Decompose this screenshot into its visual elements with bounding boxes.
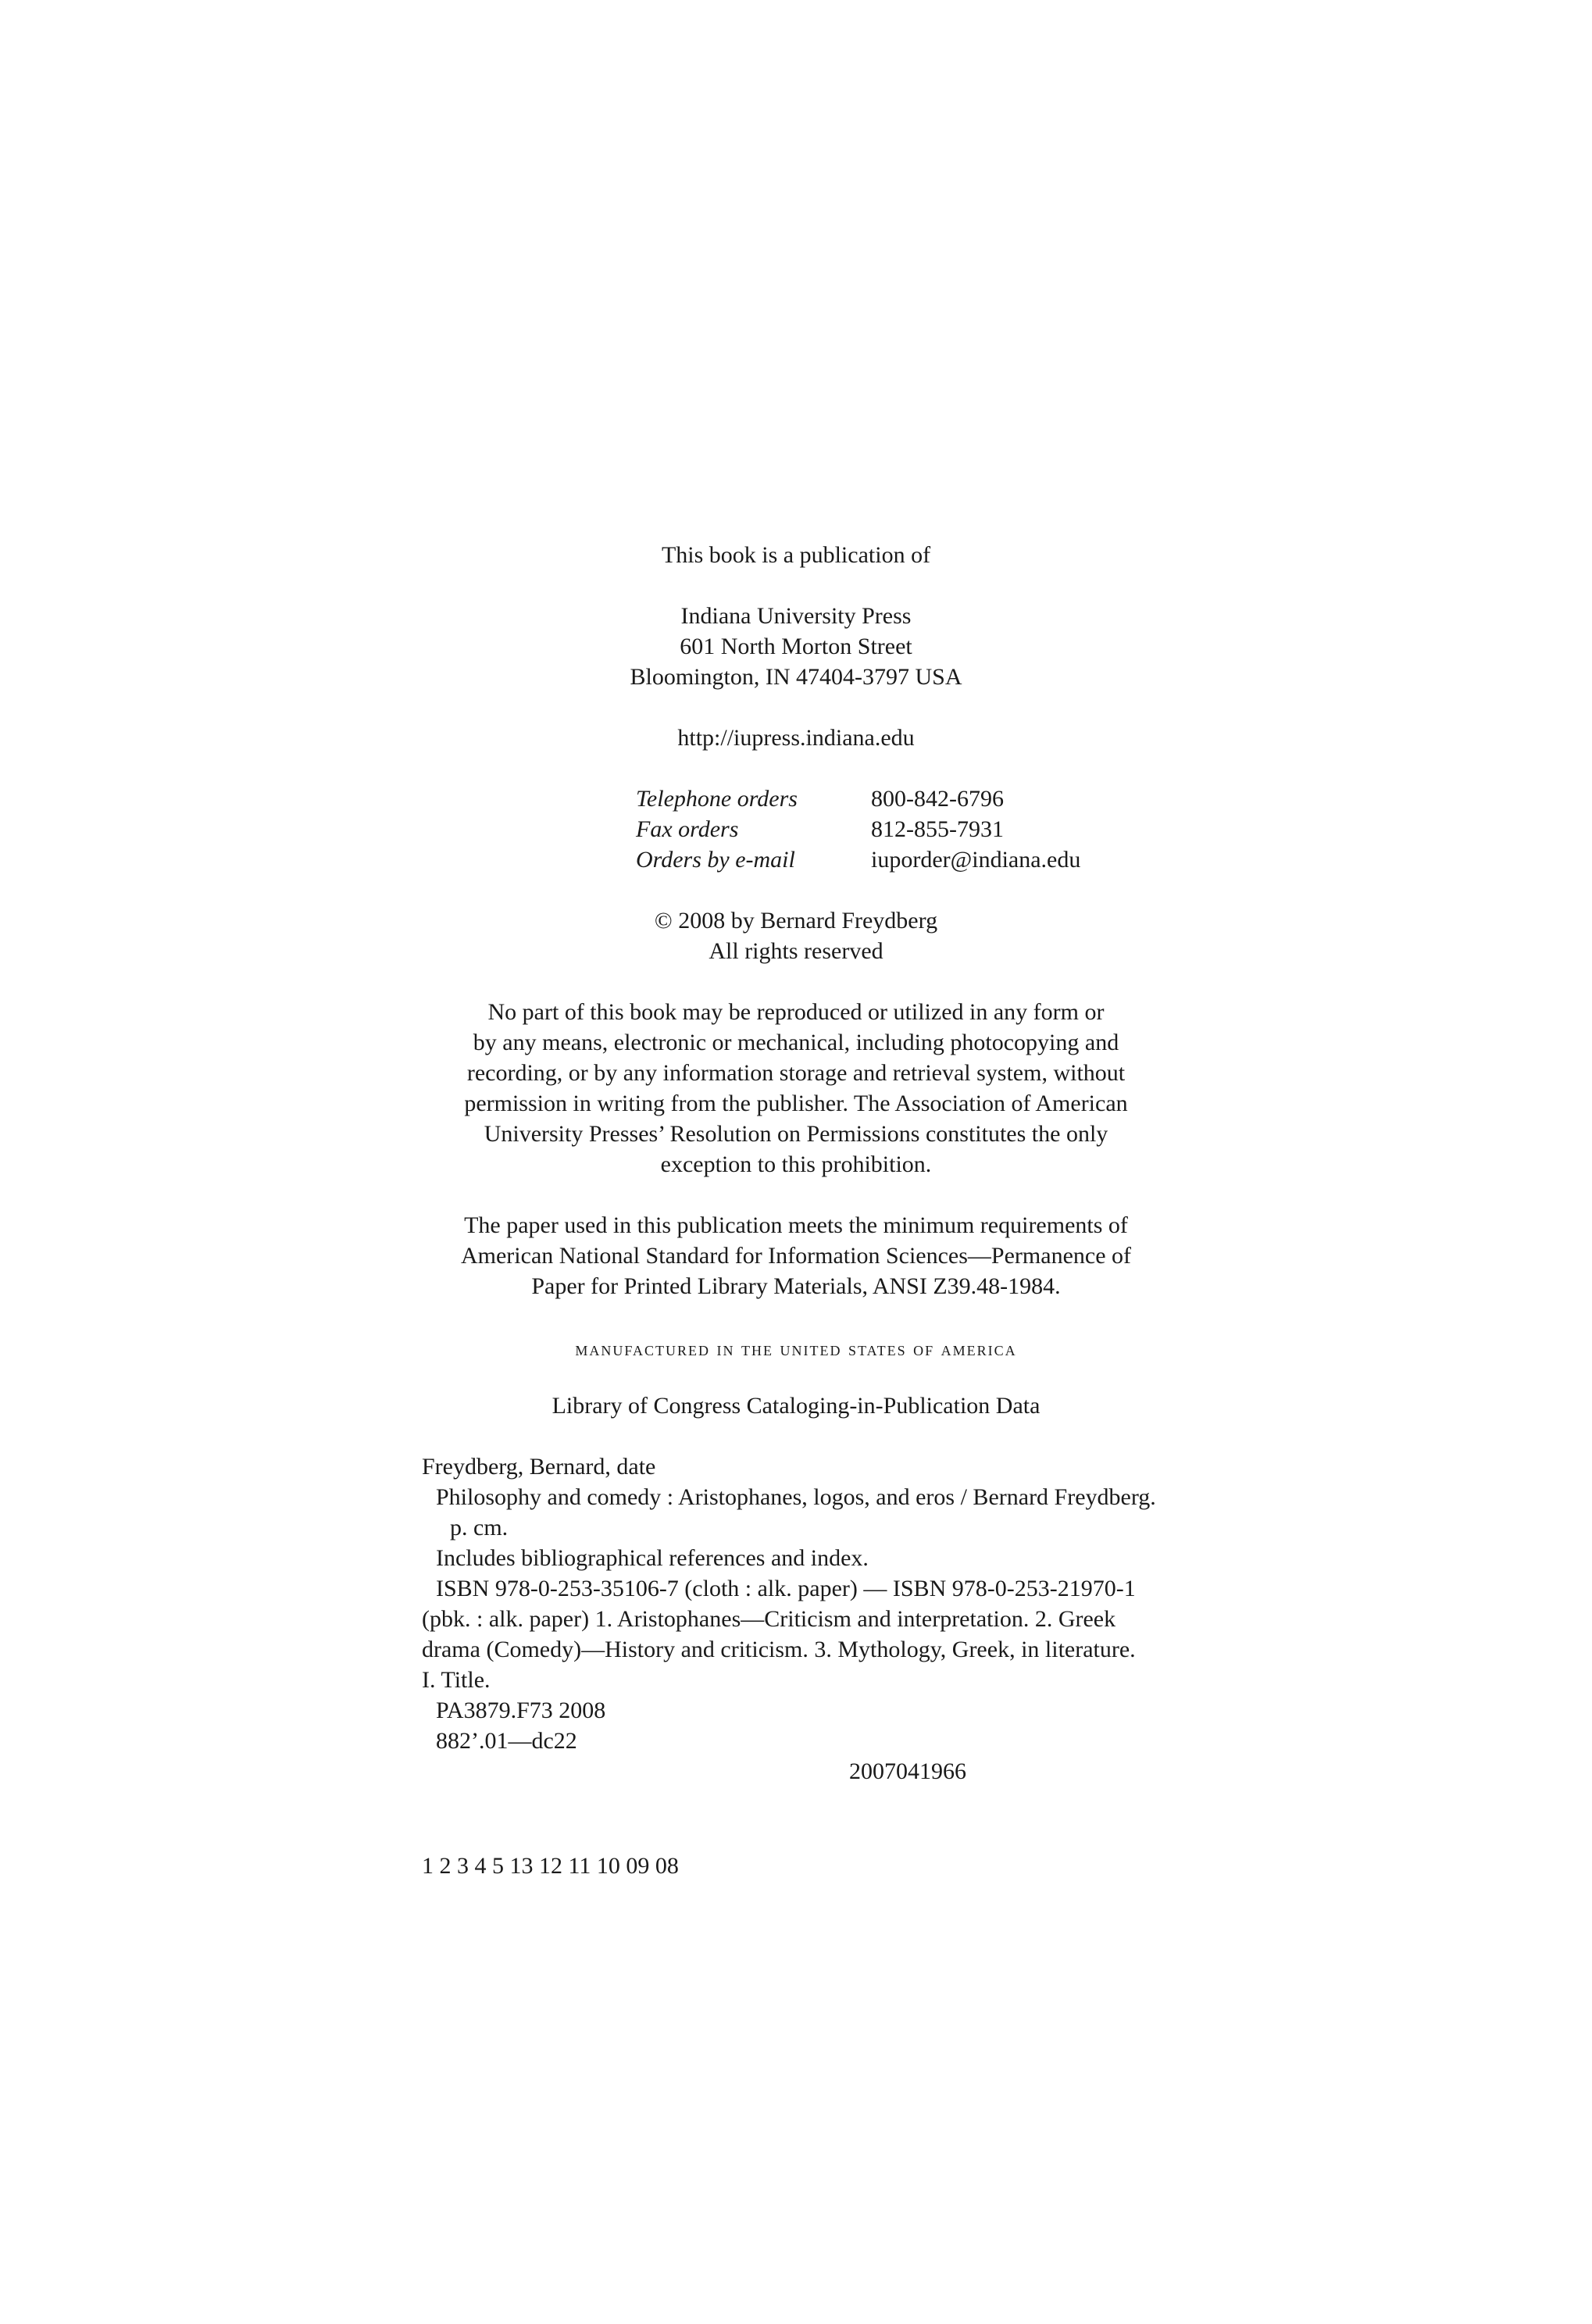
telephone-orders-label: Telephone orders — [636, 786, 798, 812]
cip-line: PA3879.F73 2008 — [436, 1697, 606, 1723]
rights-paragraph-line: permission in writing from the publisher. The Association of American — [464, 1091, 1128, 1116]
email-orders-label: Orders by e-mail — [636, 847, 795, 873]
cip-line: p. cm. — [450, 1515, 509, 1540]
manufactured-note: manufactured in the united states of america — [575, 1337, 1017, 1360]
paper-paragraph-line: American National Standard for Information Sciences—Permanence of — [460, 1243, 1132, 1269]
cip-line: Includes bibliographical references and index. — [436, 1545, 869, 1571]
fax-orders-label: Fax orders — [636, 816, 739, 842]
cip-line: Philosophy and comedy : Aristophanes, logos, and eros / Bernard Freydberg. — [436, 1484, 1156, 1510]
publisher-name: Indiana University Press — [680, 603, 912, 629]
fax-orders-value: 812-855-7931 — [871, 816, 1004, 842]
rights-paragraph-line: No part of this book may be reproduced or utilized in any form or — [487, 999, 1105, 1025]
paper-paragraph-line: The paper used in this publication meets the minimum requirements of — [464, 1212, 1128, 1238]
rights-paragraph-line: University Presses’ Resolution on Permissions constitutes the only — [484, 1121, 1108, 1147]
cip-line: drama (Comedy)—History and criticism. 3. Mythology, Greek, in literature. — [422, 1637, 1136, 1662]
lccn-number: 2007041966 — [849, 1758, 966, 1784]
email-orders-value[interactable]: iuporder@indiana.edu — [871, 847, 1081, 873]
rights-reserved-line: All rights reserved — [709, 938, 883, 964]
cip-line: I. Title. — [422, 1667, 491, 1693]
cip-line: Freydberg, Bernard, date — [422, 1454, 656, 1480]
publication-note: This book is a publication of — [661, 542, 931, 568]
rights-paragraph-line: exception to this prohibition. — [660, 1151, 932, 1177]
publisher-street: 601 North Morton Street — [680, 634, 912, 659]
publisher-url[interactable]: http://iupress.indiana.edu — [677, 725, 915, 751]
cip-line: ISBN 978-0-253-35106-7 (cloth : alk. paper) — ISBN 978-0-253-21970-1 — [436, 1576, 1136, 1601]
telephone-orders-value: 800-842-6796 — [871, 786, 1004, 812]
rights-paragraph-line: by any means, electronic or mechanical, including photocopying and — [473, 1030, 1119, 1055]
paper-paragraph-line: Paper for Printed Library Materials, ANSI Z39.48-1984. — [531, 1273, 1061, 1299]
cip-heading: Library of Congress Cataloging-in-Publication Data — [551, 1393, 1041, 1419]
cip-line: 882’.01—dc22 — [436, 1728, 577, 1754]
cip-line: (pbk. : alk. paper) 1. Aristophanes—Criticism and interpretation. 2. Greek — [422, 1606, 1116, 1632]
rights-paragraph-line: recording, or by any information storage and retrieval system, without — [466, 1060, 1126, 1086]
printing-line: 1 2 3 4 5 13 12 11 10 09 08 — [422, 1853, 679, 1879]
copyright-line: © 2008 by Bernard Freydberg — [654, 908, 938, 934]
publisher-city: Bloomington, IN 47404-3797 USA — [630, 664, 962, 690]
